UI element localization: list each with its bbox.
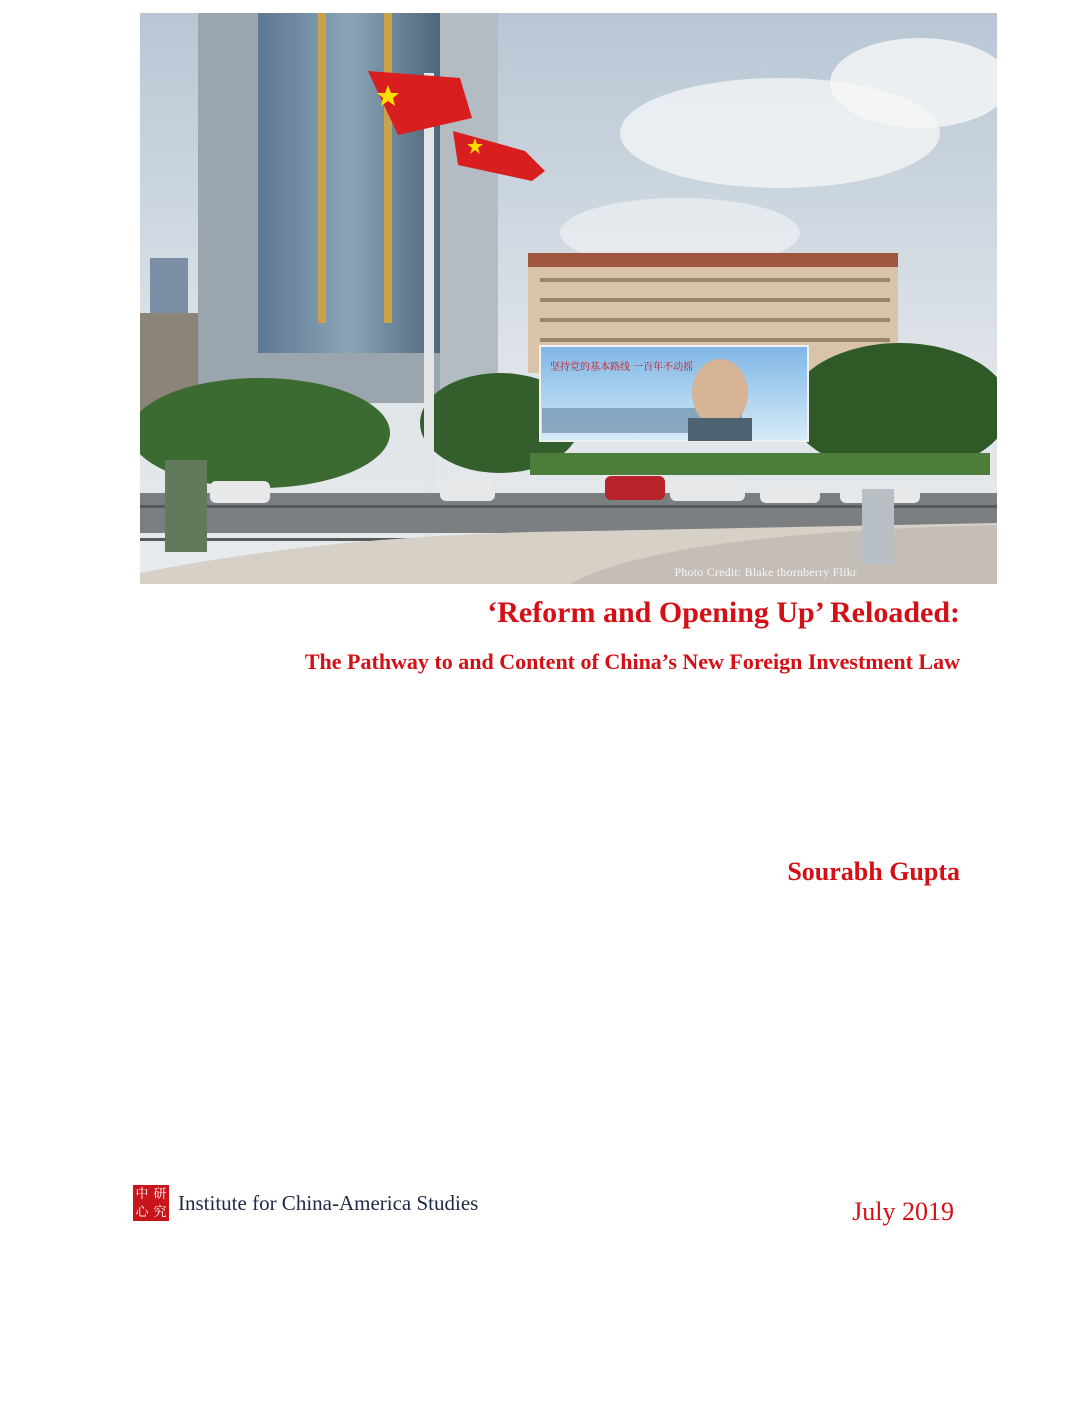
seal-char: 中 (135, 1186, 149, 1202)
billboard-text: 坚持党的基本路线 一百年不动摇 (550, 362, 694, 373)
seal-char: 研 (153, 1186, 167, 1202)
seal-char: 究 (153, 1204, 167, 1220)
institute-logo (133, 1185, 478, 1221)
institute-name: Institute for China-America Studies (178, 1190, 479, 1215)
photo-credit: Photo Credit: Blake thornberry Flikr (674, 565, 857, 579)
report-subtitle: The Pathway to and Content of China’s New Foreign Investment Law (304, 649, 960, 674)
author-name: Sourabh Gupta (787, 857, 960, 886)
cover-photo (140, 13, 997, 584)
publication-date: July 2019 (852, 1197, 954, 1226)
seal-char: 心 (135, 1204, 149, 1220)
report-title: ‘Reform and Opening Up’ Reloaded: (487, 596, 960, 629)
cover-photo-illustration (140, 13, 997, 584)
institute-seal-icon (133, 1185, 169, 1221)
